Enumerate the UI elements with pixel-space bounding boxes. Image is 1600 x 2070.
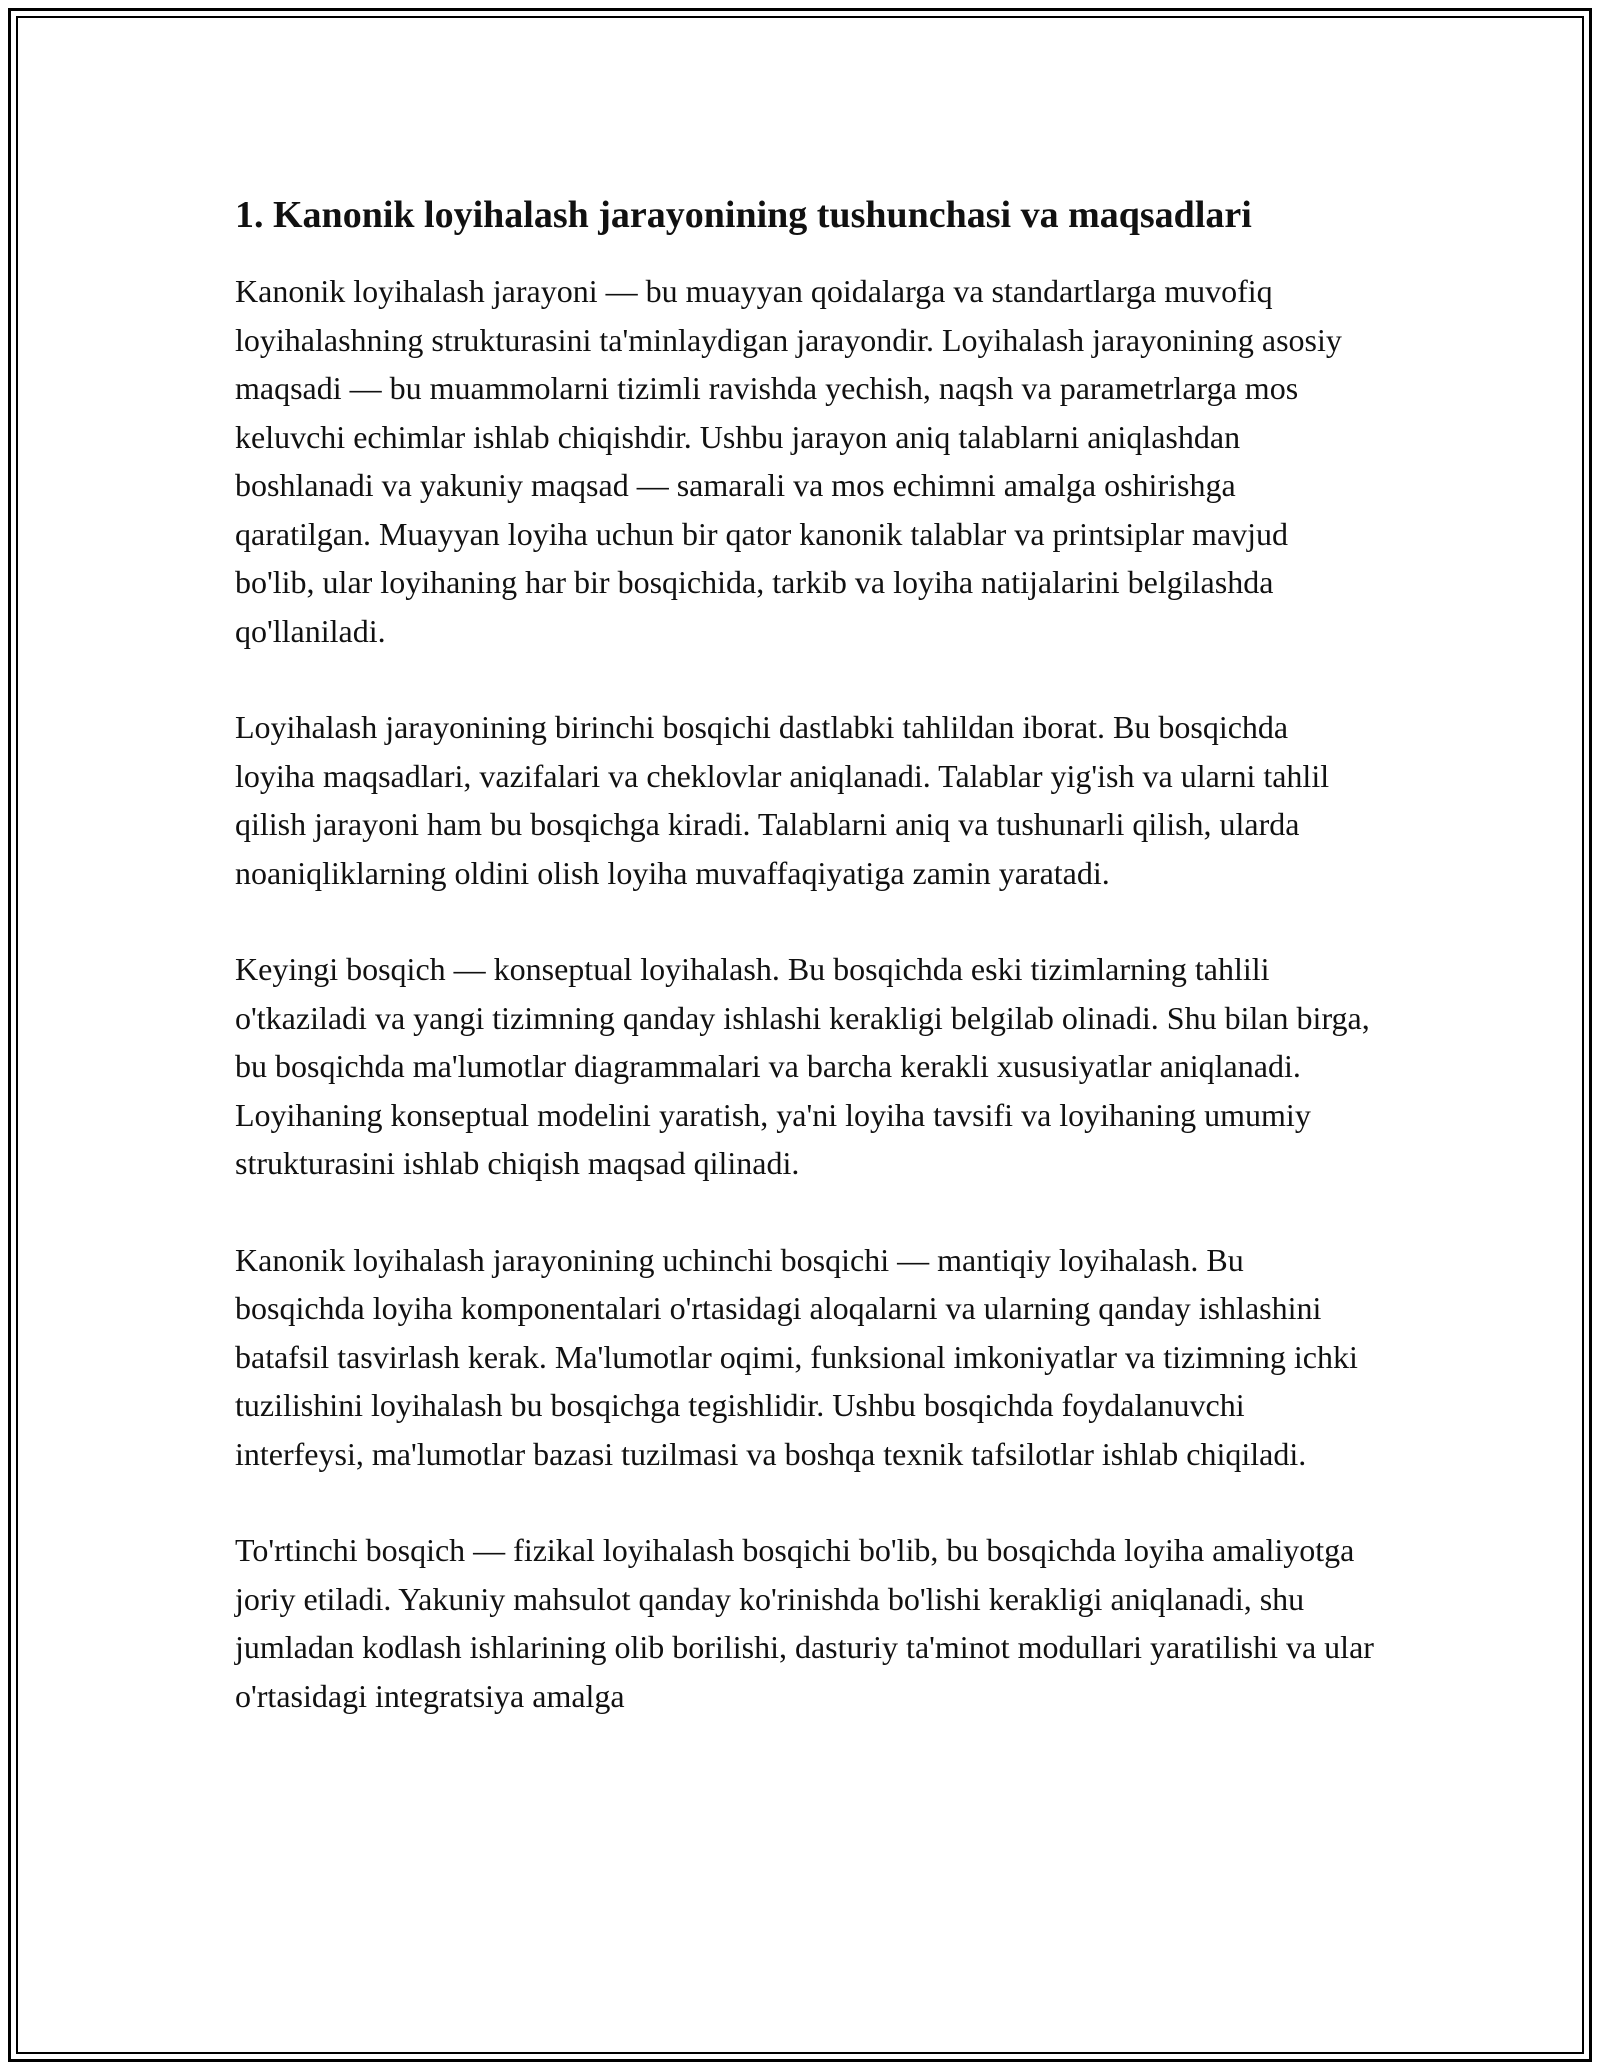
paragraph-intro: Kanonik loyihalash jarayoni — bu muayyan qoidalarga va standartlarga muvofiq loyihalashning strukturasini ta'minlaydigan jarayondir. Loyihalash jarayonining asosiy maqsadi — bu muammolarni tizimli ravishda yechish, naqsh va parametrlarga mos keluvchi echimlar ishlab chiqishdir. Ushbu jarayon aniq talablarni aniqlashdan boshlanadi va yakuniy maqsad — samarali va mos echimni amalga oshirishga qaratilgan. Muayyan loyiha uchun bir qator kanonik talablar va printsiplar mavjud bo'lib, ular loyihaning har bir bosqichida, tarkib va loyiha natijalarini belgilashda qo'llaniladi.	[235, 273, 1342, 649]
paragraph-stage-one: Loyihalash jarayonining birinchi bosqichi dastlabki tahlildan iborat. Bu bosqichda loyiha maqsadlari, vazifalari va cheklovlar aniqlanadi. Talablar yig'ish va ularni tahlil qilish jarayoni ham bu bosqichga kiradi. Talablarni aniq va tushunarli qilish, ularda noaniqliklarning oldini olish loyiha muvaffaqiyatiga zamin yaratadi.	[235, 709, 1330, 891]
paragraph-stage-three: Kanonik loyihalash jarayonining uchinchi bosqichi — mantiqiy loyihalash. Bu bosqichda loyiha komponentalari o'rtasidagi aloqalarni va ularning qanday ishlashini batafsil tasvirlash kerak. Ma'lumotlar oqimi, funksional imkoniyatlar va tizimning ichki tuzilishini loyihalash bu bosqichga tegishlidir. Ushbu bosqichda foydalanuvchi interfeysi, ma'lumotlar bazasi tuzilmasi va boshqa texnik tafsilotlar ishlab chiqiladi.	[235, 1241, 1358, 1472]
section-heading: 1. Kanonik loyihalash jarayonining tushunchasi va maqsadlari	[235, 194, 1252, 236]
paragraph-stage-four: To'rtinchi bosqich — fizikal loyihalash bosqichi bo'lib, bu bosqichda loyiha amaliyotga joriy etiladi. Yakuniy mahsulot qanday ko'rinishda bo'lishi kerakligi aniqlanadi, shu jumladan kodlash ishlarining olib borilishi, dasturiy ta'minot modullari yaratilishi va ular o'rtasidagi integratsiya amalga	[235, 1532, 1374, 1714]
document-body	[235, 187, 1375, 1768]
paragraph-stage-two: Keyingi bosqich — konseptual loyihalash. Bu bosqichda eski tizimlarning tahlili o'tkaziladi va yangi tizimning qanday ishlashi kerakligi belgilab olinadi. Shu bilan birga, bu bosqichda ma'lumotlar diagrammalari va barcha kerakli xususiyatlar aniqlanadi. Loyihaning konseptual modelini yaratish, ya'ni loyiha tavsifi va loyihaning umumiy strukturasini ishlab chiqish maqsad qilinadi.	[235, 951, 1370, 1181]
